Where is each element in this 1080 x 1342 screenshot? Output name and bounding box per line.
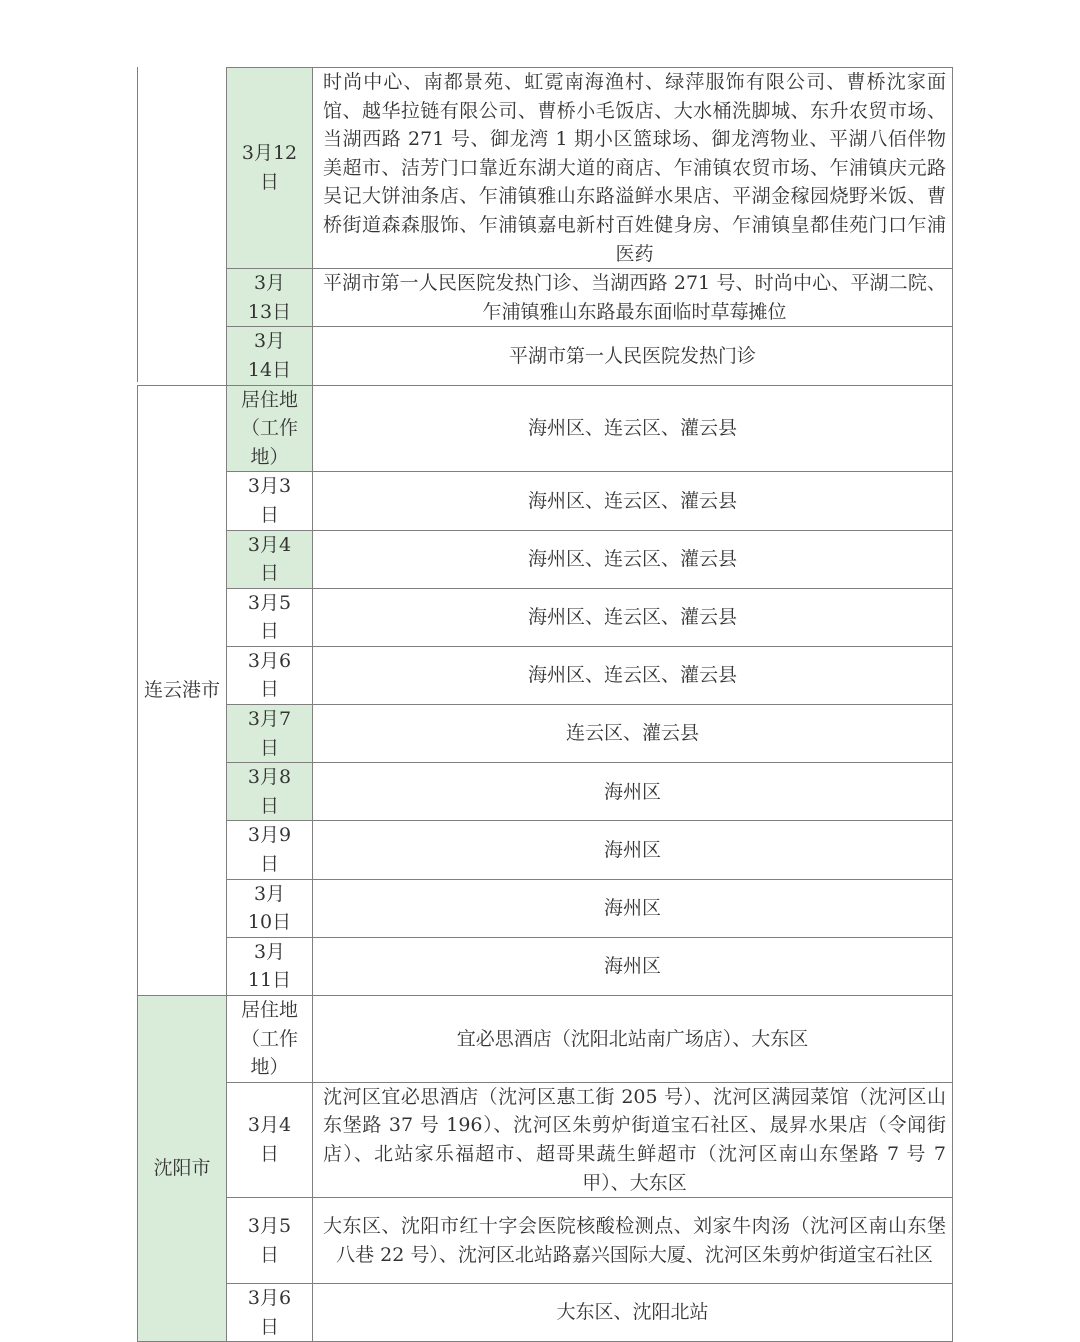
city-cell: 沈阳市 <box>138 996 227 1342</box>
date-cell: 3月12日 <box>227 68 313 269</box>
table-row <box>138 588 953 646</box>
date-cell: 3月3日 <box>227 472 313 530</box>
places-cell: 连云区、灌云县 <box>313 705 953 763</box>
table-row <box>138 937 953 995</box>
places-cell: 海州区、连云区、灌云县 <box>313 646 953 704</box>
table-row <box>138 385 953 472</box>
date-cell: 3月 14日 <box>227 327 313 385</box>
date-cell: 3月9日 <box>227 821 313 879</box>
date-cell: 3月4日 <box>227 1082 313 1197</box>
date-cell: 3月5日 <box>227 588 313 646</box>
table-row <box>138 269 953 327</box>
travel-history-table <box>137 67 953 1342</box>
date-cell: 居住地（工作地） <box>227 996 313 1083</box>
city-cell <box>138 68 227 386</box>
date-cell: 3月6日 <box>227 646 313 704</box>
places-cell: 宜必思酒店（沈阳北站南广场店）、大东区 <box>313 996 953 1083</box>
places-cell: 大东区、沈阳市红十字会医院核酸检测点、刘家牛肉汤（沈河区南山东堡八巷 22 号）、沈河区北站路嘉兴国际大厦、沈河区朱剪炉街道宝石社区 <box>313 1198 953 1284</box>
places-cell: 海州区、连云区、灌云县 <box>313 385 953 472</box>
date-cell: 3月4日 <box>227 530 313 588</box>
city-cell: 连云港市 <box>138 385 227 995</box>
table-row <box>138 1284 953 1342</box>
table-row <box>138 996 953 1083</box>
places-cell: 沈河区宜必思酒店（沈河区惠工街 205 号）、沈河区满园菜馆（沈河区山东堡路 37 号 196）、沈河区朱剪炉街道宝石社区、晟昇水果店（令闻街店）、北站家乐福超市、超哥果蔬生鲜超市（沈河区南山东堡路 7 号 7 甲）、大东区 <box>313 1082 953 1197</box>
places-cell: 海州区、连云区、灌云县 <box>313 530 953 588</box>
table-row <box>138 705 953 763</box>
date-cell: 3月 13日 <box>227 269 313 327</box>
table-row <box>138 821 953 879</box>
places-cell: 海州区、连云区、灌云县 <box>313 472 953 530</box>
table-row <box>138 763 953 821</box>
table-row <box>138 1198 953 1284</box>
date-cell: 3月 10日 <box>227 879 313 937</box>
date-cell: 3月5日 <box>227 1198 313 1284</box>
places-cell: 海州区、连云区、灌云县 <box>313 588 953 646</box>
places-cell: 海州区 <box>313 763 953 821</box>
table-row <box>138 327 953 385</box>
table-row <box>138 879 953 937</box>
places-cell: 平湖市第一人民医院发热门诊、当湖西路 271 号、时尚中心、平湖二院、乍浦镇雅山东路最东面临时草莓摊位 <box>313 269 953 327</box>
date-cell: 3月 11日 <box>227 937 313 995</box>
date-cell: 3月7日 <box>227 705 313 763</box>
date-cell: 3月8日 <box>227 763 313 821</box>
table-row <box>138 472 953 530</box>
places-cell: 大东区、沈阳北站 <box>313 1284 953 1342</box>
table-row <box>138 1082 953 1197</box>
places-cell: 海州区 <box>313 879 953 937</box>
table-row <box>138 646 953 704</box>
table-row <box>138 530 953 588</box>
places-cell: 海州区 <box>313 821 953 879</box>
date-cell: 居住地（工作地） <box>227 385 313 472</box>
places-cell: 时尚中心、南都景苑、虹霓南海渔村、绿萍服饰有限公司、曹桥沈家面馆、越华拉链有限公司、曹桥小毛饭店、大水桶洗脚城、东升农贸市场、当湖西路 271 号、御龙湾 1 期小区篮球场、御龙湾物业、平湖八佰伴物美超市、洁芳门口靠近东湖大道的商店、乍浦镇农贸市场、乍浦镇庆元路吴记大饼油条店、乍浦镇雅山东路溢鲜水果店、平湖金稼园烧野米饭、曹桥街道森森服饰、乍浦镇嘉电新村百姓健身房、乍浦镇皇都佳苑门口乍浦医药 <box>313 68 953 269</box>
table-row <box>138 68 953 269</box>
places-cell: 平湖市第一人民医院发热门诊 <box>313 327 953 385</box>
places-cell: 海州区 <box>313 937 953 995</box>
date-cell: 3月6日 <box>227 1284 313 1342</box>
